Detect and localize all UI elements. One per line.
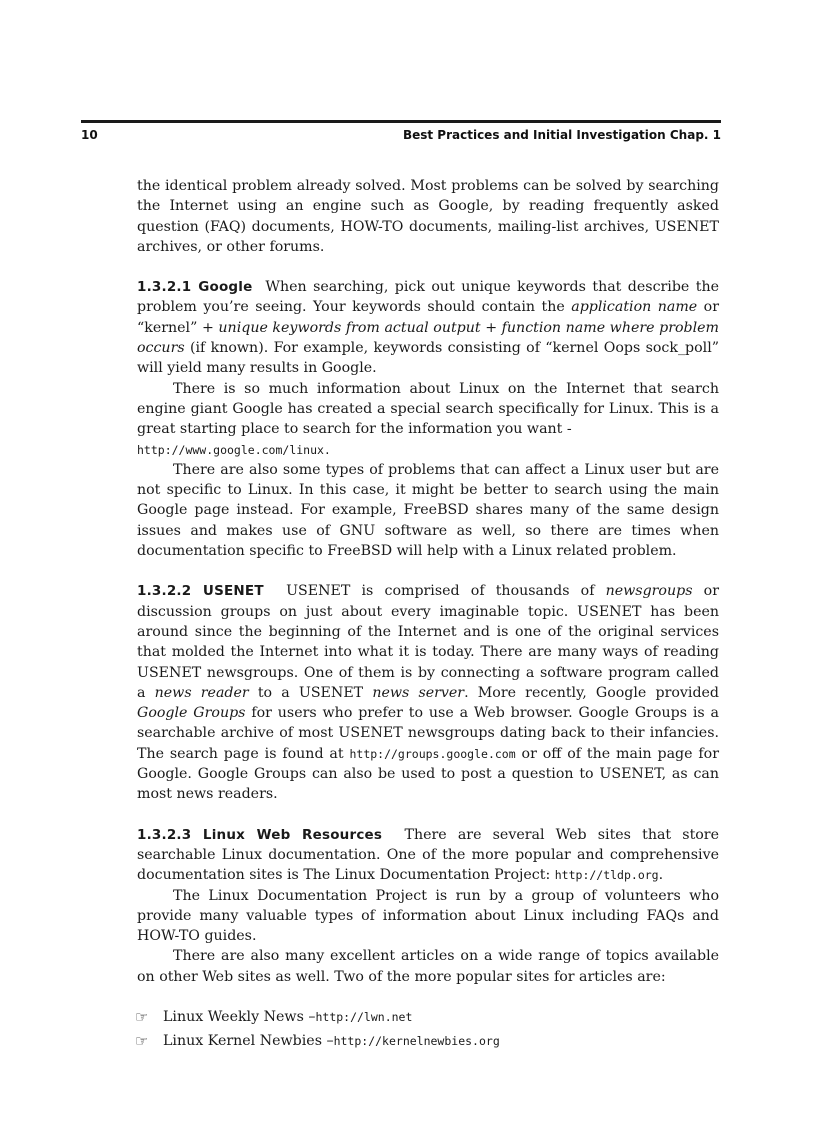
page-number: 10 — [81, 128, 98, 142]
section-heading-web-resources: 1.3.2.3 Linux Web Resources — [137, 826, 383, 843]
pointing-hand-icon: ☞ — [135, 1031, 149, 1050]
text-emphasis: function name where problem occurs — [137, 319, 719, 357]
google-paragraph-2 — [137, 379, 719, 440]
google-linux-url: http://www.google.com/linux. — [137, 442, 331, 457]
text-run: USENET is comprised of thousands of — [286, 583, 606, 600]
google-paragraph-3: There are also some types of problems that can affect a Linux user but are not specific to Linux. In this case, it might be better to search using the main Google page instead. For example, FreeBSD shares many of the same design issues and makes use of GNU software as well, so there are times when documentation specific to FreeBSD will help with a Linux related problem. — [137, 461, 719, 560]
text-emphasis: news reader — [154, 684, 249, 701]
groups-url: http://groups.google.com — [349, 746, 516, 761]
header-rule — [81, 120, 721, 123]
web-paragraph-2: The Linux Documentation Project is run by a group of volunteers who provide many valuable types of information about Linux including FAQs and HOW-TO guides. — [137, 887, 719, 945]
section-heading-google: 1.3.2.1 Google — [137, 279, 253, 296]
section-heading-usenet: 1.3.2.2 USENET — [137, 583, 264, 600]
list-item — [135, 1029, 719, 1053]
text-emphasis: application name — [571, 299, 698, 316]
list-item-label: Linux Kernel Newbies – — [163, 1032, 334, 1049]
text-run: . — [658, 867, 664, 884]
usenet-paragraph — [137, 581, 719, 804]
list-item-label: Linux Weekly News – — [163, 1008, 316, 1025]
text-run: for users who prefer to use a Web browser. Google Groups is a searchable archive of most USENET newsgroups dating back to their infancies. The search page is found at — [137, 705, 719, 762]
running-title: Best Practices and Initial Investigation Chap. 1 — [402, 128, 721, 142]
text-run: to a USENET — [248, 684, 373, 701]
text-emphasis: newsgroups — [605, 583, 693, 600]
list-item-url: http://kernelnewbies.org — [333, 1033, 500, 1048]
text-run: (if known). For example, keywords consisting of “kernel Oops sock_poll” will yield many results in Google. — [137, 340, 719, 377]
text-emphasis: unique keywords from actual output — [218, 319, 481, 336]
text-run: + — [480, 319, 502, 336]
tldp-url: http://tldp.org — [554, 868, 659, 883]
web-paragraph-3: There are also many excellent articles on a wide range of topics available on other Web sites as well. Two of the more popular sites for articles are: — [137, 948, 719, 985]
text-emphasis: Google Groups — [137, 705, 246, 722]
text-run: or discussion groups on just about every imaginable topic. USENET has been around since the beginning of the Internet and is one of the original services that molded the Internet into what it is today. There are many ways of reading USENET newsgroups. One of them is by connecting a software program called a — [137, 583, 719, 701]
list-item-url: http://lwn.net — [315, 1009, 413, 1024]
pointing-hand-icon: ☞ — [135, 1007, 149, 1026]
intro-paragraph: the identical problem already solved. Most problems can be solved by searching the Internet using an engine such as Google, by reading frequently asked question (FAQ) documents, HOW-TO documents, mailing-list archives, USENET archives, or other forums. — [137, 178, 719, 255]
google-paragraph-1 — [137, 277, 719, 378]
text-run: There is so much information about Linux on the Internet that search engine giant Google has created a special search specifically for Linux. This is a great starting place to search for the information you want - — [137, 380, 719, 438]
web-paragraph-1 — [137, 825, 719, 886]
article-sites-list — [135, 1005, 719, 1053]
text-run: When searching, pick out unique keywords that describe the problem you’re seeing. Your keywords should contain the — [137, 279, 719, 316]
text-run: or “kernel” + — [137, 299, 719, 336]
body-text — [137, 176, 719, 1053]
text-emphasis: news server — [372, 684, 465, 701]
text-run: There are several Web sites that store searchable Linux documentation. One of the more popular and comprehensive documentation sites is The Linux Documentation Project: — [137, 826, 719, 884]
list-item — [135, 1005, 719, 1029]
text-run: . More recently, Google provided — [464, 684, 720, 701]
text-run: or off of the main page for Google. Google Groups can also be used to post a question to USENET, as can most news readers. — [137, 745, 719, 803]
